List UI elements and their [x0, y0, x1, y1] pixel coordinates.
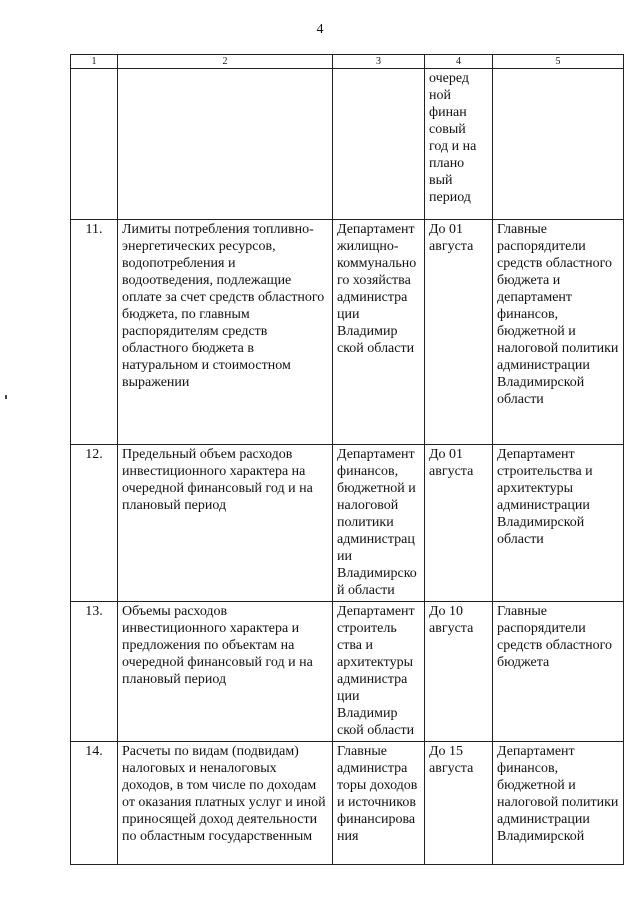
table-row — [71, 445, 624, 602]
header-col-5: 5 — [493, 55, 624, 69]
cell-name — [118, 69, 333, 220]
header-col-1: 1 — [71, 55, 118, 69]
header-col-4: 4 — [425, 55, 493, 69]
continuation-row — [71, 69, 624, 220]
row-name: Лимиты потребления топливно-энергетических ресурсов, водопотребления и водоотведения, подлежащие оплате за счет средств областного бюджета, по главным распорядителям средств областного бюджета в натуральном и стоимостном выражении — [118, 220, 333, 445]
row-name: Объемы расходов инвестиционного характера и предложения по объектам на очередной финансовый год и на плановый период — [118, 602, 333, 742]
cell-deadline: очеред ной финан совый год и на плано вый период — [425, 69, 493, 220]
row-number: 12. — [71, 445, 118, 602]
row-deadline: До 15 августа — [425, 742, 493, 865]
row-recipient: Департамент строительства и архитектуры администрации Владимирской области — [493, 445, 624, 602]
table-row — [71, 742, 624, 865]
row-responsible: Департамент жилищно-коммунально го хозяйства администра ции Владимир ской области — [333, 220, 425, 445]
row-deadline: До 01 августа — [425, 445, 493, 602]
document-table — [70, 54, 624, 865]
cell-recipient — [493, 69, 624, 220]
header-col-2: 2 — [118, 55, 333, 69]
row-responsible: Департамент финансов, бюджетной и налоговой политики администрац ии Владимирско й области — [333, 445, 425, 602]
header-col-3: 3 — [333, 55, 425, 69]
row-recipient: Департамент финансов, бюджетной и налоговой политики администрации Владимирской — [493, 742, 624, 865]
row-recipient: Главные распорядители средств областного бюджета — [493, 602, 624, 742]
row-name: Расчеты по видам (подвидам) налоговых и неналоговых доходов, в том числе по доходам от оказания платных услуг и иной приносящей доход деятельности по областным государственным — [118, 742, 333, 865]
row-name: Предельный объем расходов инвестиционного характера на очередной финансовый год и на плановый период — [118, 445, 333, 602]
row-recipient: Главные распорядители средств областного бюджета и департамент финансов, бюджетной и налоговой политики администрации Владимирской области — [493, 220, 624, 445]
table-row — [71, 220, 624, 445]
row-responsible: Департамент строитель ства и архитектуры администра ции Владимир ской области — [333, 602, 425, 742]
cell-responsible — [333, 69, 425, 220]
row-number: 14. — [71, 742, 118, 865]
row-responsible: Главные администра торы доходов и источников финансирова ния — [333, 742, 425, 865]
table-row — [71, 602, 624, 742]
header-row — [71, 55, 624, 69]
cell-num — [71, 69, 118, 220]
row-number: 11. — [71, 220, 118, 445]
row-number: 13. — [71, 602, 118, 742]
row-deadline: До 01 августа — [425, 220, 493, 445]
page-number: 4 — [316, 22, 324, 37]
row-deadline: До 10 августа — [425, 602, 493, 742]
margin-mark — [5, 395, 7, 399]
